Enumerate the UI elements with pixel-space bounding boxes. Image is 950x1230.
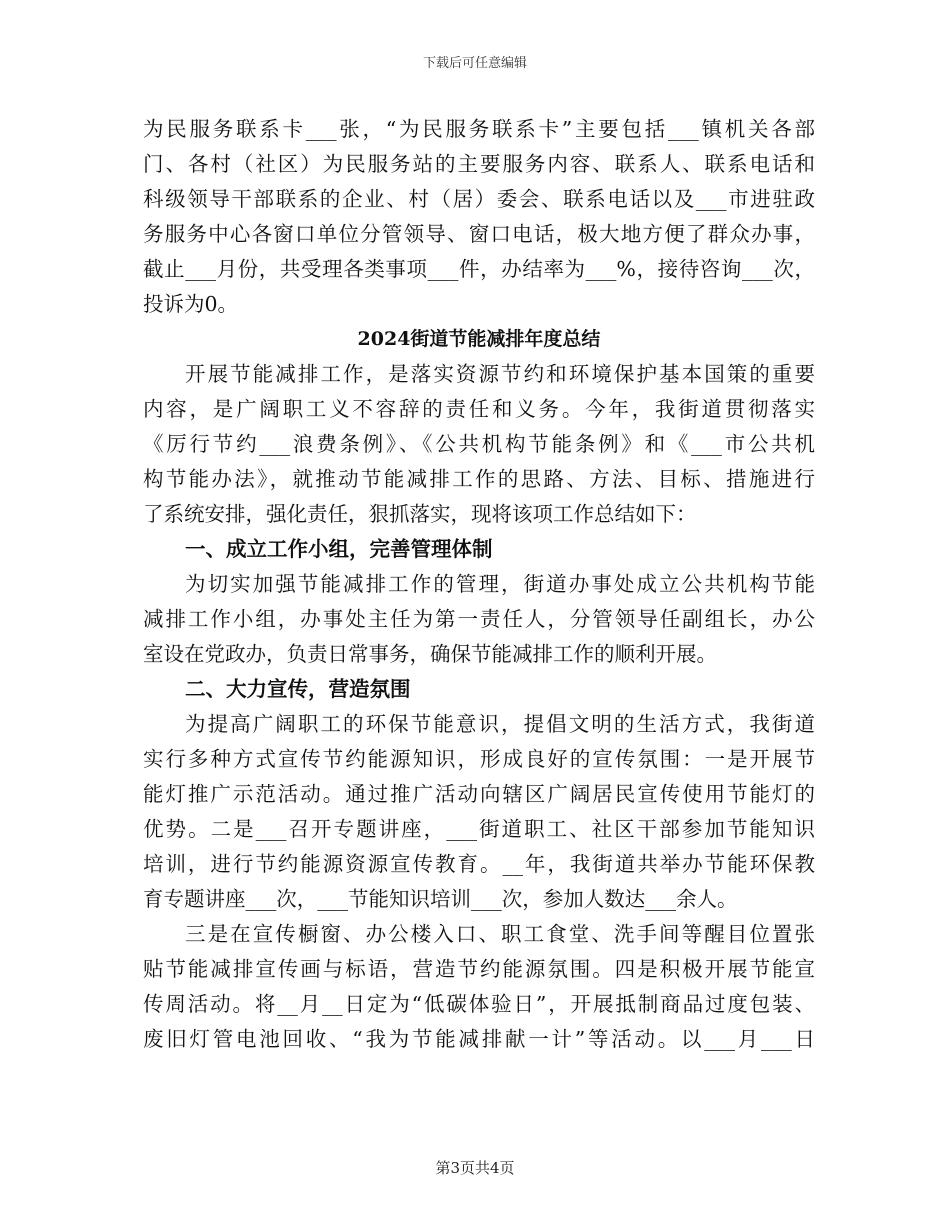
body-text-line: 门、各村（社区）为民服务站的主要服务内容、联系人、联系电话和 (143, 152, 815, 176)
body-text-line: 务服务中心各窗口单位分管领导、窗口电话，极大地方便了群众办事， (143, 222, 815, 246)
section-heading: 二、大力宣传，营造氛围 (185, 677, 411, 701)
body-text-line: 为提高广阔职工的环保节能意识，提倡文明的生活方式，我街道 (185, 712, 815, 736)
body-text-line: 贴节能减排宣传画与标语，营造节约能源氛围。四是积极开展节能宣 (143, 957, 815, 981)
body-text-line: 室设在党政办，负责日常事务，确保节能减排工作的顺利开展。 (143, 642, 717, 666)
body-text-line: 为民服务联系卡___张，“为民服务联系卡”主要包括___镇机关各部 (143, 117, 815, 141)
body-text-line: 三是在宣传橱窗、办公楼入口、职工食堂、洗手间等醒目位置张 (185, 922, 815, 946)
body-text-line: 实行多种方式宣传节约能源知识，形成良好的宣传氛围：一是开展节 (143, 747, 815, 771)
page-header: 下载后可任意编辑 (422, 56, 527, 71)
body-text-line: 培训，进行节约能源资源宣传教育。__年，我街道共举办节能环保教 (143, 852, 815, 876)
body-text-line: 了系统安排，强化责任，狠抓落实，现将该项工作总结如下： (143, 502, 697, 526)
body-text-line: 科级领导干部联系的企业、村（居）委会、联系电话以及___市进驻政 (143, 187, 815, 211)
document-title: 2024街道节能减排年度总结 (357, 328, 601, 350)
body-text-line: 传周活动。将__月__日定为“低碳体验日”，开展抵制商品过度包装、 (143, 992, 815, 1016)
body-text-line: 减排工作小组，办事处主任为第一责任人，分管领导任副组长，办公 (143, 607, 815, 631)
body-text-line: 能灯推广示范活动。通过推广活动向辖区广阔居民宣传使用节能灯的 (143, 782, 815, 806)
page-footer: 第3页共4页 (435, 1159, 515, 1177)
body-text-line: 为切实加强节能减排工作的管理，街道办事处成立公共机构节能 (185, 572, 815, 596)
body-text-line: 构节能办法》，就推动节能减排工作的思路、方法、目标、措施进行 (143, 467, 815, 491)
body-text-line: 投诉为0。 (143, 292, 239, 316)
body-text-line: 废旧灯管电池回收、“我为节能减排献一计”等活动。以___月___日 (143, 1027, 815, 1051)
body-text-line: 《厉行节约___浪费条例》、《公共机构节能条例》和《___市公共机 (143, 432, 815, 456)
body-text-line: 截止___月份，共受理各类事项___件，办结率为___%，接待咨询___次， (143, 257, 815, 281)
body-text-line: 优势。二是___召开专题讲座，___街道职工、社区干部参加节能知识 (143, 817, 815, 841)
section-heading: 一、成立工作小组，完善管理体制 (185, 537, 493, 561)
body-text-line: 育专题讲座___次，___节能知识培训___次，参加人数达___余人。 (143, 887, 738, 911)
body-text-line: 内容，是广阔职工义不容辞的责任和义务。今年，我街道贯彻落实 (143, 397, 815, 421)
body-text-line: 开展节能减排工作，是落实资源节约和环境保护基本国策的重要 (185, 362, 815, 386)
document-body (143, 112, 815, 1057)
